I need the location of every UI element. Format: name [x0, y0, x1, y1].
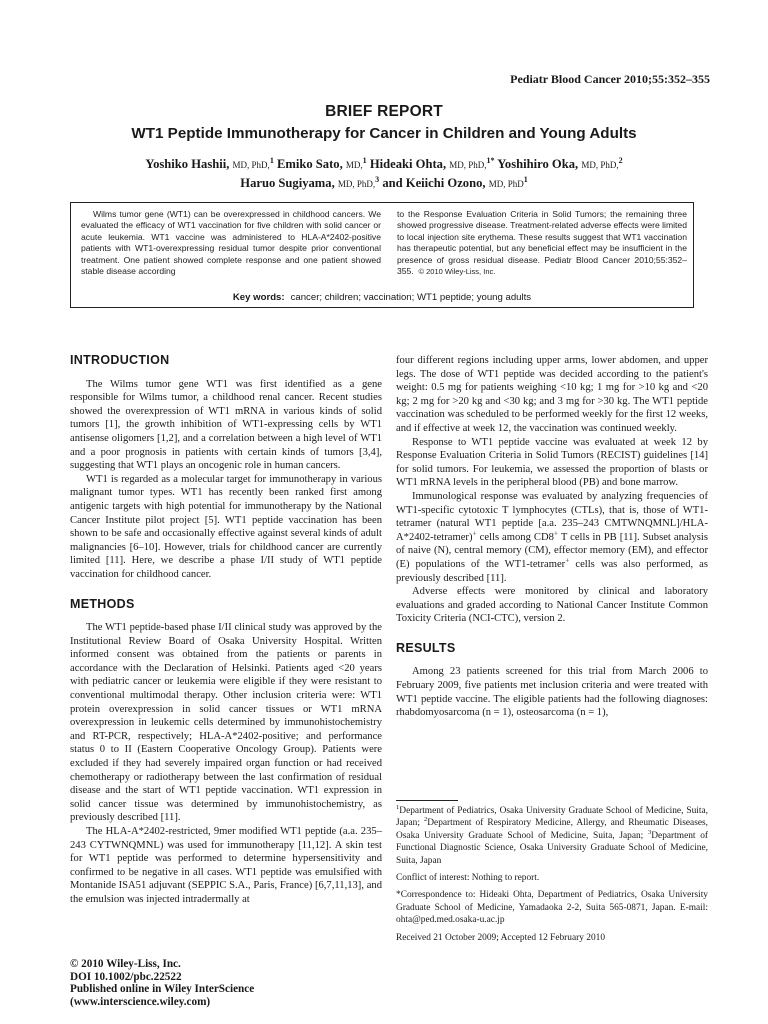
author-list: [60, 156, 708, 193]
author-affiliation-mark: 3: [375, 174, 380, 184]
paragraph: four different regions including upper arms, lower abdomen, and upper legs. The dose of WT1 peptide was decided according to the patient's weight: 0.5 mg for patients weighing <10 kg; 1 mg for >10 kg and <20 kg; 2 mg for >20 kg and <30 kg; and 3 mg for >30 kg. The WT1 peptide vaccination was scheduled to be performed weekly for the first 12 weeks, and if effective at week 12, the vaccination was continued weekly.: [396, 355, 708, 434]
paragraph: The HLA-A*2402-restricted, 9mer modified WT1 peptide (a.a. 235–243 CYTWNQMNL) was used for immunotherapy [11,12]. A skin test for WT1 peptide was performed to determine hypersensitivity and confirmed to be negative in all cases. WT1 peptide was emulsified with Montanide ISA51 adjuvant (SEPPIC S.A., Paris, France) [6,7,11,13], and the emulsion was injected intradermally at: [70, 826, 382, 905]
introduction-heading: INTRODUCTION: [70, 353, 170, 367]
paragraph: The WT1 peptide-based phase I/II clinical study was approved by the Institutional Review Board of Osaka University Hospital. Written informed consent was obtained from the patients or parents in accordance with the Declaration of Helsinki. Patients aged <20 years with pediatric cancer or leukemia were eligible if they were resistant to conventional multimodal therapy. Other inclusion criteria were: WT1 protein overexpression in solid cancer tissues or WT1 mRNA overexpression in leukemic cells determined by immunohistochemistry and RT-PCR, respectively; HLA-A*2402-positive; and performance status 0 to II (Eastern Cooperative Oncology Group). Patients were excluded if they had severely impaired organ function or had received chemotherapy or radiotherapy between the last confirmation of residual disease and the start of WT1 peptide vaccination. WT1 expression in solid cancer tissue was determined by immunohistochemistry, as previously described [11].: [70, 622, 382, 824]
author-affiliation-mark: 1: [523, 174, 528, 184]
abstract-text-right-body: to the Response Evaluation Criteria in Solid Tumors; the remaining three showed progressive disease. Treatment-related adverse effects were limited to local injection site erythema. These results suggest that WT1 vaccination has therapeutic potential, but any beneficial effect may be insufficient in the presence of gross residual disease. Pediatr Blood Cancer 2010;55:352–355.: [397, 209, 687, 277]
author-degrees: MD, PhD,: [581, 160, 619, 170]
report-type: BRIEF REPORT: [325, 103, 443, 120]
paragraph: [396, 490, 708, 585]
conflict-footnote: Conflict of interest: Nothing to report.: [396, 873, 540, 884]
author-affiliation-mark: 1*: [486, 155, 495, 165]
paragraph-part: cells among CD8: [476, 531, 554, 543]
keywords: [70, 292, 694, 303]
paragraph: Response to WT1 peptide vaccine was evaluated at week 12 by Response Evaluation Criteria in Solid Tumors (RECIST) guidelines [14] for solid tumors. For leukemia, we assessed the proportion of blasts or WT1 mRNA levels in the peripheral blood (PB) and bone marrow.: [396, 436, 708, 489]
affiliation-2: Department of Respiratory Medicine, Allergy, and Rheumatic Diseases, Osaka University Graduate School of Medicine, Suita, Japan;: [396, 818, 709, 841]
author-degrees: MD,: [345, 160, 363, 170]
paragraph-part: T cells in PB [11]. Subset analysis of naive (N), central memory (CM), effector memory (EM), and effector (E) populations of the WT1-tetramer: [396, 531, 708, 570]
superscript-plus: +: [553, 528, 559, 538]
doi: DOI 10.1002/pbc.22522: [70, 970, 182, 983]
paragraph: The Wilms tumor gene WT1 was first identified as a gene responsible for Wilms tumor, a childhood renal cancer. Recent studies showed the overexpression of WT1 mRNA in various kinds of solid tumors [1], the growth inhibition of WT1-expressing cells by WT1 antisense oligomers [1,2], and a correlation between a high level of WT1 and a poor prognosis in patients with certain kinds of tumors [3,4], suggesting that WT1 plays an oncogenic role in human cancers.: [70, 378, 382, 472]
paragraph-part: Immunological response was evaluated by analyzing frequencies of WT1-specific cytotoxic T lymphocytes (CTLs), that is, those of WT1-tetramer (natural WT1 peptide [a.a. 235–243 CMTWNQMNL]/HLA-A*2402-tetramer): [396, 490, 708, 543]
author-affiliation-mark: 2: [618, 155, 623, 165]
abstract-text-left: Wilms tumor gene (WT1) can be overexpressed in childhood cancers. We evaluated the efficacy of WT1 vaccination for five children with solid cancer or acute leukemia. WT1 vaccine was administered to HLA-A*2402-positive patients with WT1-overexpressing residual tumor despite prior conventional treatment. One patient showed complete response and one patient showed stable disease according: [81, 209, 381, 277]
methods-heading: METHODS: [70, 596, 135, 611]
abstract-left-column: [81, 209, 381, 277]
author-degrees: MD, PhD,: [449, 160, 487, 170]
abstract-text-right: [397, 209, 687, 277]
right-column: [396, 354, 708, 720]
received-footnote: Received 21 October 2009; Accepted 12 February 2010: [396, 932, 606, 943]
affiliation-mark: 2: [423, 816, 428, 824]
affiliations-footnote: [396, 805, 708, 867]
abstract-copyright: © 2010 Wiley-Liss, Inc.: [418, 267, 496, 277]
author-name: Yoshiko Hashii,: [145, 157, 230, 171]
author-line-2: [60, 175, 708, 194]
keywords-text: cancer; children; vaccination; WT1 peptide; young adults: [290, 292, 532, 303]
author-degrees: MD, PhD,: [232, 160, 270, 170]
author-name: Yoshihiro Oka,: [497, 157, 579, 171]
superscript-plus: +: [565, 555, 570, 565]
author-degrees: MD, PhD: [488, 178, 524, 189]
results-heading: RESULTS: [396, 640, 456, 655]
keywords-label: Key words:: [232, 292, 285, 303]
affiliation-mark: 3: [647, 828, 652, 836]
published-online: Published online in Wiley InterScience: [70, 983, 255, 996]
author-degrees: MD, PhD,: [337, 178, 376, 189]
journal-reference: Pediatr Blood Cancer 2010;55:352–355: [510, 72, 710, 86]
publisher-info: [70, 958, 254, 1008]
publisher-url: (www.interscience.wiley.com): [70, 995, 211, 1008]
publisher-copyright: © 2010 Wiley-Liss, Inc.: [70, 958, 181, 970]
superscript-plus: +: [472, 528, 477, 538]
author-name: Hideaki Ohta,: [369, 157, 447, 171]
affiliation-3: Department of Functional Diagnostic Science, Osaka University Graduate School of Medicine, Suita, Japan: [396, 830, 709, 866]
author-affiliation-mark: 1: [362, 155, 367, 165]
author-affiliation-mark: 1: [269, 155, 274, 165]
section-gap: [70, 582, 382, 598]
left-column: [70, 354, 382, 907]
abstract-right-column: [397, 209, 687, 277]
section-gap: [396, 626, 708, 642]
affiliation-1: Department of Pediatrics, Osaka University Graduate School of Medicine, Suita, Japan;: [396, 806, 708, 829]
article-title: WT1 Peptide Immunotherapy for Cancer in Children and Young Adults: [131, 125, 637, 142]
author-name: Emiko Sato,: [276, 157, 343, 171]
affiliation-mark: 1: [396, 803, 400, 811]
author-line-1: [60, 156, 708, 175]
correspondence-footnote: *Correspondence to: Hideaki Ohta, Department of Pediatrics, Osaka University Graduate School of Medicine, Yamadaoka 2-2, Suita 565-0871, Japan. E-mail: ohta@ped.med.osaka-u.ac.jp: [396, 890, 708, 926]
footnotes: [396, 805, 708, 949]
paragraph: Among 23 patients screened for this trial from March 2006 to February 2009, five patients met inclusion criteria and were treated with WT1 peptide vaccine. The eligible patients had the following diagnoses: rhabdomyosarcoma (n = 1), osteosarcoma (n = 1),: [396, 666, 708, 719]
article-header: [60, 103, 708, 193]
paragraph: Adverse effects were monitored by clinical and laboratory evaluations and graded according to National Cancer Institute Common Toxicity Criteria (NCI-CTC), version 2.: [396, 586, 708, 625]
author-name: Haruo Sugiyama,: [240, 175, 335, 190]
paragraph: WT1 is regarded as a molecular target for immunotherapy in various malignant tumor types. WT1 has recently been ranked first among antigenic targets with high potential for immunotherapy by the National Cancer Institute pilot project [5]. WT1 peptide vaccination has been shown to be safe and occasionally effective against several kinds of adult malignancies [6–10]. However, trials for childhood cancer are currently limited [11]. Here, we describe a phase I/II study of WT1 peptide vaccination for childhood cancer.: [70, 473, 382, 580]
author-name: and Keiichi Ozono,: [382, 175, 486, 190]
footnote-rule: [396, 800, 458, 801]
paragraph-part: cells was also performed, as previously described [11].: [396, 558, 708, 584]
